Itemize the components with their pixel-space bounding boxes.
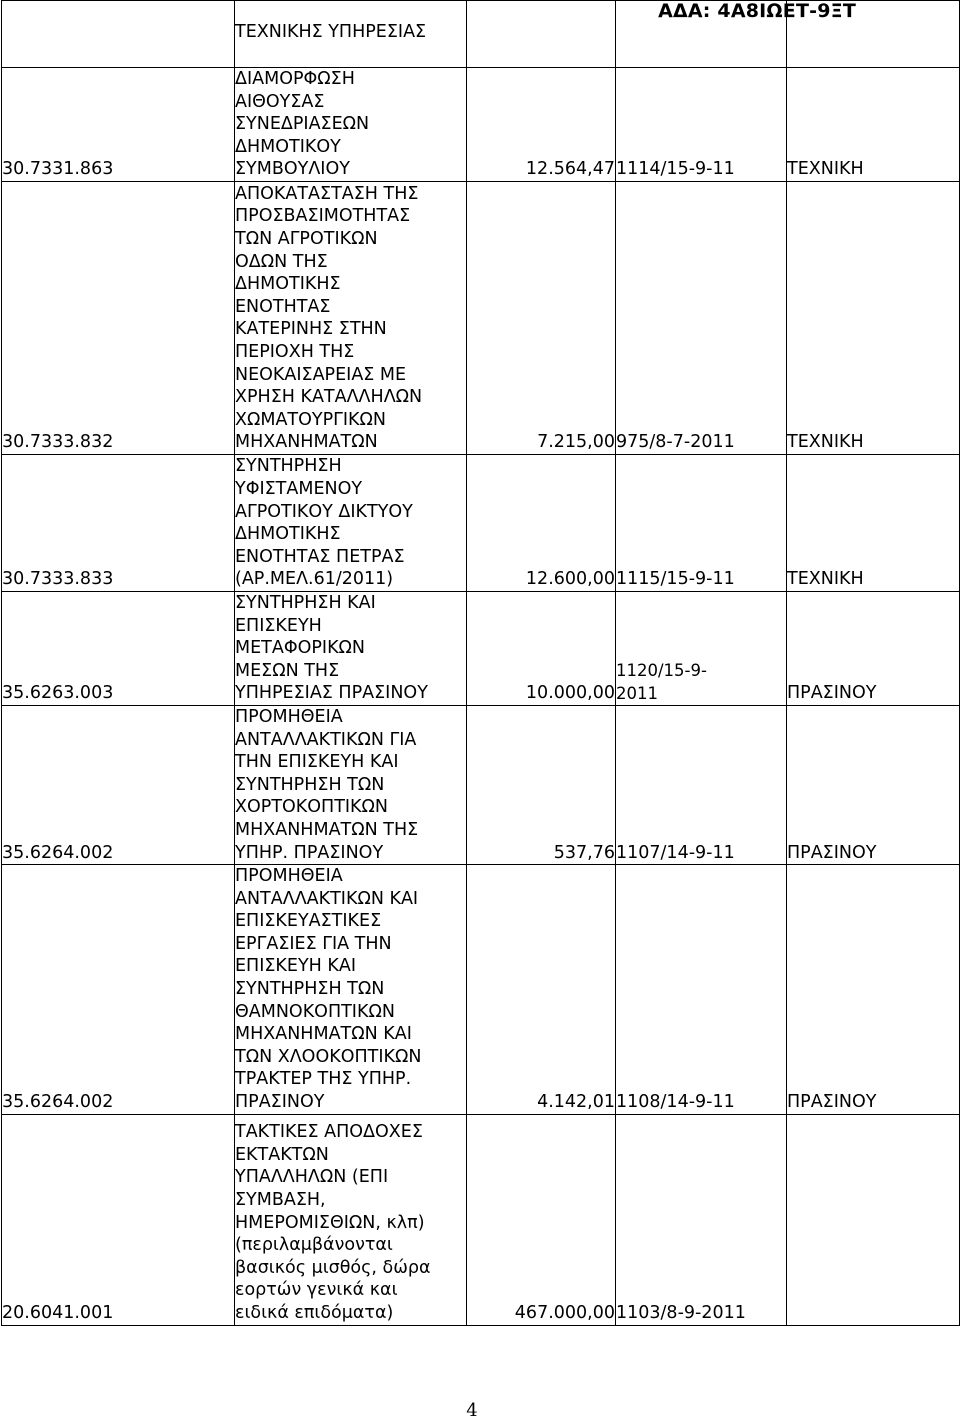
decision-line: 1120/15-9-	[616, 660, 707, 680]
cell-code: 20.6041.001	[2, 1114, 235, 1325]
cell-amount: 467.000,00	[467, 1114, 616, 1325]
description-line: ΑΙΘΟΥΣΑΣ	[235, 91, 325, 112]
description-line: ΣΥΜΒΟΥΛΙΟΥ	[235, 159, 350, 180]
description-line: ΥΦΙΣΤΑΜΕΝΟΥ	[235, 479, 363, 499]
cell-code	[2, 1, 235, 68]
cell-amount: 12.600,00	[467, 454, 616, 591]
table-row	[2, 705, 960, 864]
description-line: ΑΠΟΚΑΤΑΣΤΑΣΗ ΤΗΣ	[235, 183, 419, 204]
description-line: ΤΑΚΤΙΚΕΣ ΑΠΟΔΟΧΕΣ	[235, 1122, 423, 1143]
description-line: ΔΙΑΜΟΡΦΩΣΗ	[235, 69, 355, 89]
table-row	[2, 68, 960, 182]
cell-amount: 10.000,00	[467, 591, 616, 705]
description-line: ΜΕΣΩΝ ΤΗΣ	[235, 660, 340, 681]
description-line: ΠΡΟΣΒΑΣΙΜΟΤΗΤΑΣ	[235, 206, 411, 227]
description-line: ΘΑΜΝΟΚΟΠΤΙΚΩΝ	[235, 1001, 395, 1022]
table-row	[2, 591, 960, 705]
cell-service: ΤΕΧΝΙΚΗ	[787, 181, 960, 454]
description-line: ΔΗΜΟΤΙΚΟΥ	[235, 136, 341, 157]
description-line: ΜΗΧΑΝΗΜΑΤΩΝ ΚΑΙ	[235, 1024, 412, 1045]
cell-decision	[616, 454, 787, 591]
description-line: ΔΗΜΟΤΙΚΗΣ	[235, 274, 341, 295]
cell-service: ΤΕΧΝΙΚΗ	[787, 454, 960, 591]
decision-line: 1114/15-9-11	[616, 159, 735, 180]
ada-code: ΑΔΑ: 4Α8ΙΩΕΤ-9ΞΤ	[658, 0, 856, 22]
description-line: (ΑΡ.ΜΕΛ.61/2011)	[235, 569, 394, 590]
description-line: ΕΚΤΑΚΤΩΝ	[235, 1144, 329, 1165]
description-line: ΥΠΗΡ. ΠΡΑΣΙΝΟΥ	[235, 842, 384, 863]
description-line: ειδικά επιδόματα)	[235, 1303, 394, 1324]
description-line: ΑΝΤΑΛΛΑΚΤΙΚΩΝ ΓΙΑ	[235, 729, 417, 750]
description-line: ΣΥΝΤΗΡΗΣΗ	[235, 456, 342, 477]
description-line: ΕΠΙΣΚΕΥΑΣΤΙΚΕΣ	[235, 911, 382, 932]
description-line: ΕΝΟΤΗΤΑΣ ΠΕΤΡΑΣ	[235, 546, 405, 567]
cell-service: ΠΡΑΣΙΝΟΥ	[787, 591, 960, 705]
decision-line: 1108/14-9-11	[616, 1092, 735, 1113]
description-line: ΤΩΝ ΑΓΡΟΤΙΚΩΝ	[235, 229, 378, 250]
cell-code: 30.7331.863	[2, 68, 235, 182]
cell-code: 35.6264.002	[2, 705, 235, 864]
table-row	[2, 454, 960, 591]
table-row	[2, 181, 960, 454]
description-line: ΠΡΟΜΗΘΕΙΑ	[235, 706, 343, 727]
description-line: ΠΡΑΣΙΝΟΥ	[235, 1092, 325, 1113]
cell-description: ΤΕΧΝΙΚΗΣ ΥΠΗΡΕΣΙΑΣ	[235, 1, 467, 68]
description-line: ΠΡΟΜΗΘΕΙΑ	[235, 866, 343, 887]
table-row	[2, 1114, 960, 1325]
description-line: ΕΝΟΤΗΤΑΣ	[235, 296, 331, 317]
description-line: ΤΩΝ ΧΛΟΟΚΟΠΤΙΚΩΝ	[235, 1046, 422, 1067]
description-line: ΗΜΕΡΟΜΙΣΘΙΩΝ, κλπ)	[235, 1212, 425, 1233]
description-line: ΕΠΙΣΚΕΥΗ ΚΑΙ	[235, 956, 356, 977]
description-line: ΤΗΝ ΕΠΙΣΚΕΥΗ ΚΑΙ	[235, 752, 399, 773]
cell-description	[235, 454, 467, 591]
description-line: ΟΔΩΝ ΤΗΣ	[235, 251, 328, 272]
description-line: ΑΝΤΑΛΛΑΚΤΙΚΩΝ ΚΑΙ	[235, 888, 419, 909]
cell-description	[235, 181, 467, 454]
description-line: ΣΥΝΤΗΡΗΣΗ ΚΑΙ	[235, 592, 376, 613]
cell-amount: 12.564,47	[467, 68, 616, 182]
cell-description	[235, 865, 467, 1115]
cell-service: ΠΡΑΣΙΝΟΥ	[787, 865, 960, 1115]
cell-amount: 7.215,00	[467, 181, 616, 454]
decision-line: 975/8-7-2011	[616, 432, 735, 453]
cell-description	[235, 705, 467, 864]
description-line: ΔΗΜΟΤΙΚΗΣ	[235, 524, 341, 545]
description-line: βασικός μισθός, δώρα	[235, 1257, 431, 1278]
cell-code: 35.6263.003	[2, 591, 235, 705]
description-line: ΜΕΤΑΦΟΡΙΚΩΝ	[235, 638, 366, 659]
cell-code: 30.7333.833	[2, 454, 235, 591]
description-line: ΣΥΜΒΑΣΗ,	[235, 1190, 326, 1211]
cell-decision	[616, 68, 787, 182]
description-line: ΣΥΝΤΗΡΗΣΗ ΤΩΝ	[235, 979, 385, 1000]
cell-decision	[616, 1114, 787, 1325]
cell-service: ΠΡΑΣΙΝΟΥ	[787, 705, 960, 864]
cell-service: ΤΕΧΝΙΚΗ	[787, 68, 960, 182]
description-line: ΝΕΟΚΑΙΣΑΡΕΙΑΣ ΜΕ	[235, 364, 407, 385]
description-line: ΧΩΜΑΤΟΥΡΓΙΚΩΝ	[235, 409, 386, 430]
decision-line: 1107/14-9-11	[616, 842, 735, 863]
description-line: ΜΗΧΑΝΗΜΑΤΩΝ ΤΗΣ	[235, 819, 419, 840]
cell-decision	[616, 181, 787, 454]
description-line: ΕΡΓΑΣΙΕΣ ΓΙΑ ΤΗΝ	[235, 933, 392, 954]
cell-decision	[616, 1, 787, 68]
cell-code: 30.7333.832	[2, 181, 235, 454]
cell-service	[787, 1114, 960, 1325]
description-line: ΧΟΡΤΟΚΟΠΤΙΚΩΝ	[235, 797, 388, 818]
description-line: ΜΗΧΑΝΗΜΑΤΩΝ	[235, 432, 378, 453]
description-line: ΥΠΗΡΕΣΙΑΣ ΠΡΑΣΙΝΟΥ	[235, 683, 428, 704]
description-line: ΠΕΡΙΟΧΗ ΤΗΣ	[235, 342, 355, 362]
description-line: ΕΠΙΣΚΕΥΗ	[235, 615, 322, 636]
cell-amount: 4.142,01	[467, 865, 616, 1115]
cell-decision	[616, 705, 787, 864]
cell-amount: 537,76	[467, 705, 616, 864]
cell-code: 35.6264.002	[2, 865, 235, 1115]
description-line: ΧΡΗΣΗ ΚΑΤΑΛΛΗΛΩΝ	[235, 387, 423, 408]
cell-decision	[616, 865, 787, 1115]
cell-amount	[467, 1, 616, 68]
page-number: 4	[466, 1400, 478, 1421]
table-top-row	[2, 1, 960, 68]
table-row	[2, 865, 960, 1115]
description-line: (περιλαμβάνονται	[235, 1235, 393, 1256]
decision-line: 2011	[616, 683, 658, 703]
description-line: ΣΥΝΤΗΡΗΣΗ ΤΩΝ	[235, 774, 385, 795]
decision-line: 1103/8-9-2011	[616, 1303, 746, 1324]
cell-description	[235, 591, 467, 705]
cell-description	[235, 68, 467, 182]
budget-table	[1, 0, 960, 1326]
cell-service	[787, 1, 960, 68]
description-line: ΑΓΡΟΤΙΚΟΥ ΔΙΚΤΥΟΥ	[235, 501, 413, 522]
decision-line: 1115/15-9-11	[616, 569, 735, 590]
description-line: ΥΠΑΛΛΗΛΩΝ (ΕΠΙ	[235, 1167, 389, 1188]
description-line: ΤΡΑΚΤΕΡ ΤΗΣ ΥΠΗΡ.	[235, 1069, 412, 1090]
cell-description	[235, 1114, 467, 1325]
cell-decision	[616, 591, 787, 705]
description-line: εορτών γενικά και	[235, 1280, 398, 1301]
description-line: ΣΥΝΕΔΡΙΑΣΕΩΝ	[235, 114, 370, 135]
description-line: ΚΑΤΕΡΙΝΗΣ ΣΤΗΝ	[235, 319, 387, 340]
